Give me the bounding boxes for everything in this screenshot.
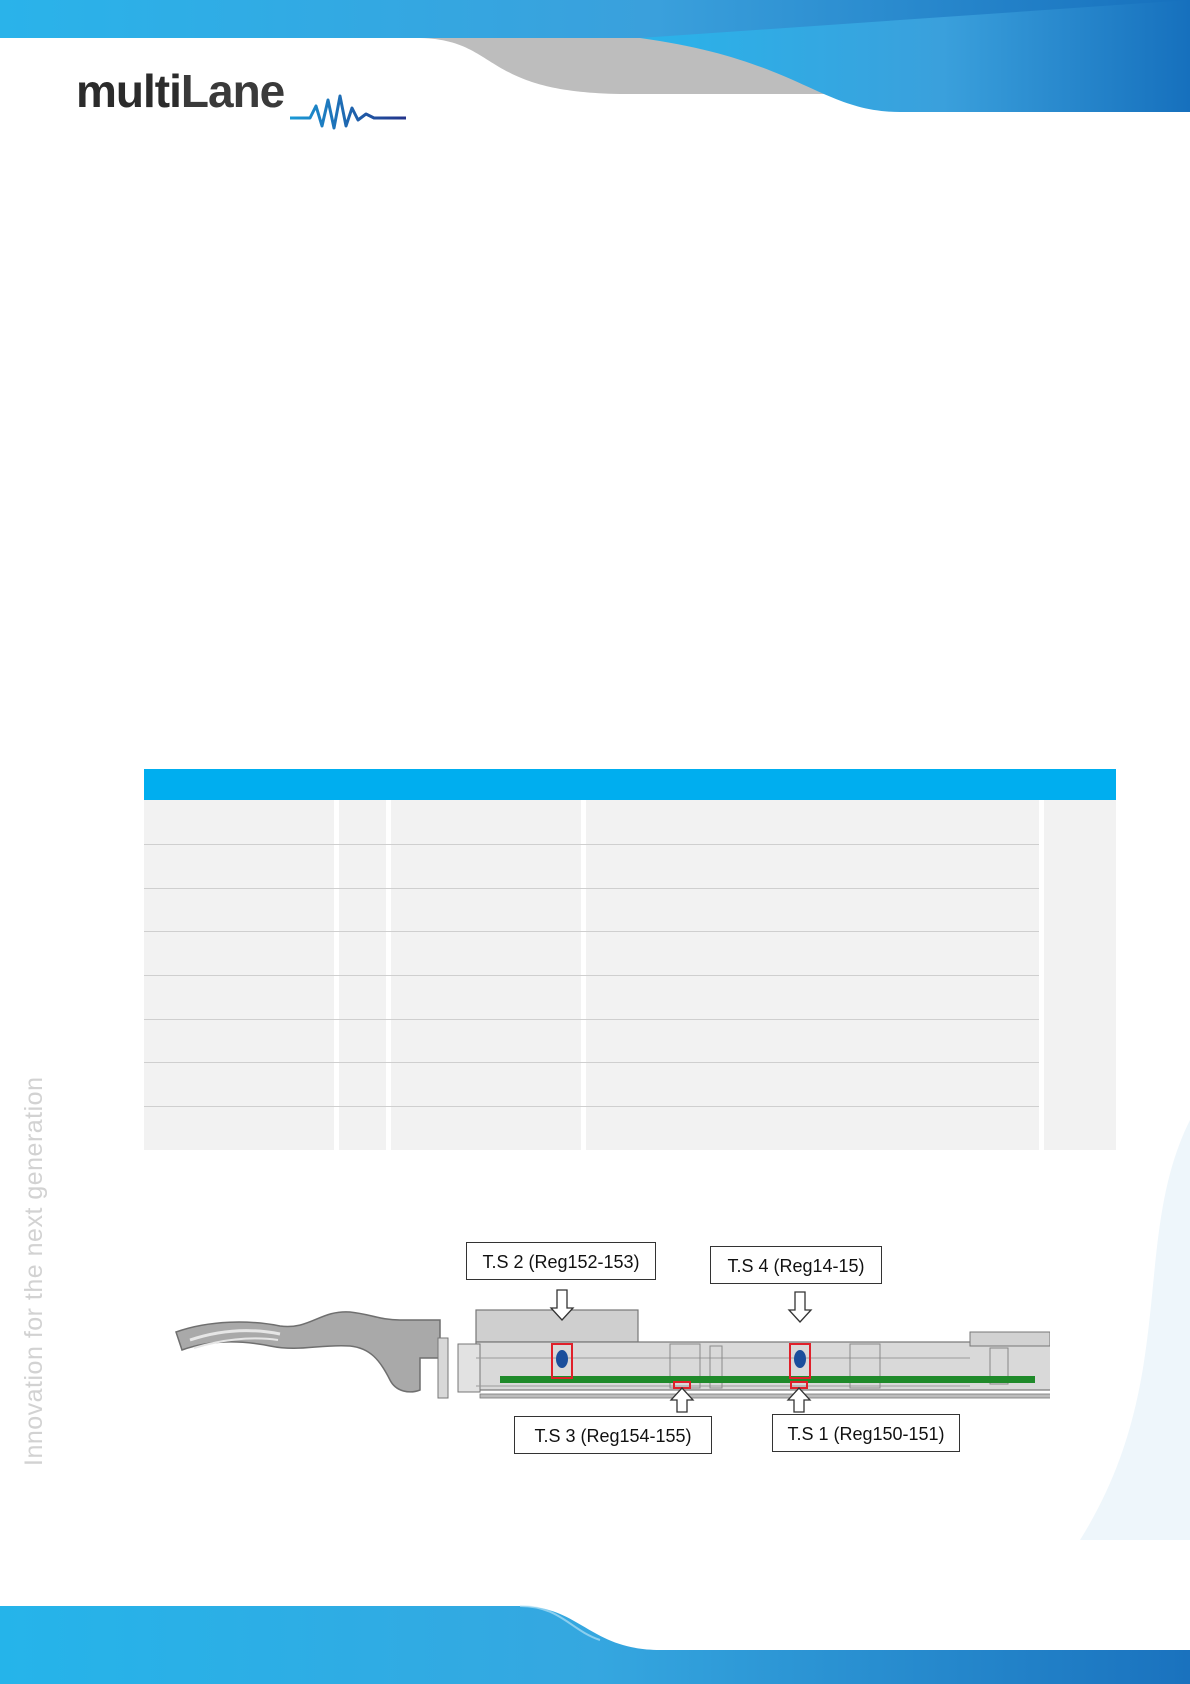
ts2-sensor — [556, 1350, 568, 1368]
table-row-divider — [144, 1062, 1039, 1063]
logo-wordmark — [76, 66, 284, 116]
data-table — [144, 769, 1116, 1150]
footer-banner — [0, 1600, 1190, 1684]
ts2-callout: T.S 2 (Reg152-153) — [466, 1242, 656, 1280]
side-tagline: Innovation for the next generation — [20, 1076, 48, 1466]
multilane-logo — [76, 66, 406, 136]
ts1-callout: T.S 1 (Reg150-151) — [772, 1414, 960, 1452]
ts4-callout: T.S 4 (Reg14-15) — [710, 1246, 882, 1284]
ts1-arrow-icon — [788, 1388, 810, 1412]
logo-lane-text: Lane — [180, 65, 285, 117]
logo-multi-text: multi — [76, 65, 181, 117]
table-row-divider — [144, 844, 1039, 845]
table-column-5 — [1044, 800, 1116, 1150]
ts3-arrow-icon — [671, 1388, 693, 1412]
signal-wave-icon — [288, 90, 408, 130]
table-row-divider — [144, 888, 1039, 889]
table-row-divider — [144, 931, 1039, 932]
ts4-sensor — [794, 1350, 806, 1368]
table-row-divider — [144, 1019, 1039, 1020]
table-row-divider — [144, 975, 1039, 976]
table-row-divider — [144, 1106, 1039, 1107]
module-diagram — [170, 1240, 1050, 1455]
table-header-row — [144, 769, 1116, 800]
background-wave — [1040, 1120, 1190, 1540]
ts3-callout: T.S 3 (Reg154-155) — [514, 1416, 712, 1454]
pcb-board — [500, 1376, 1035, 1383]
ts4-arrow-icon — [789, 1292, 811, 1322]
